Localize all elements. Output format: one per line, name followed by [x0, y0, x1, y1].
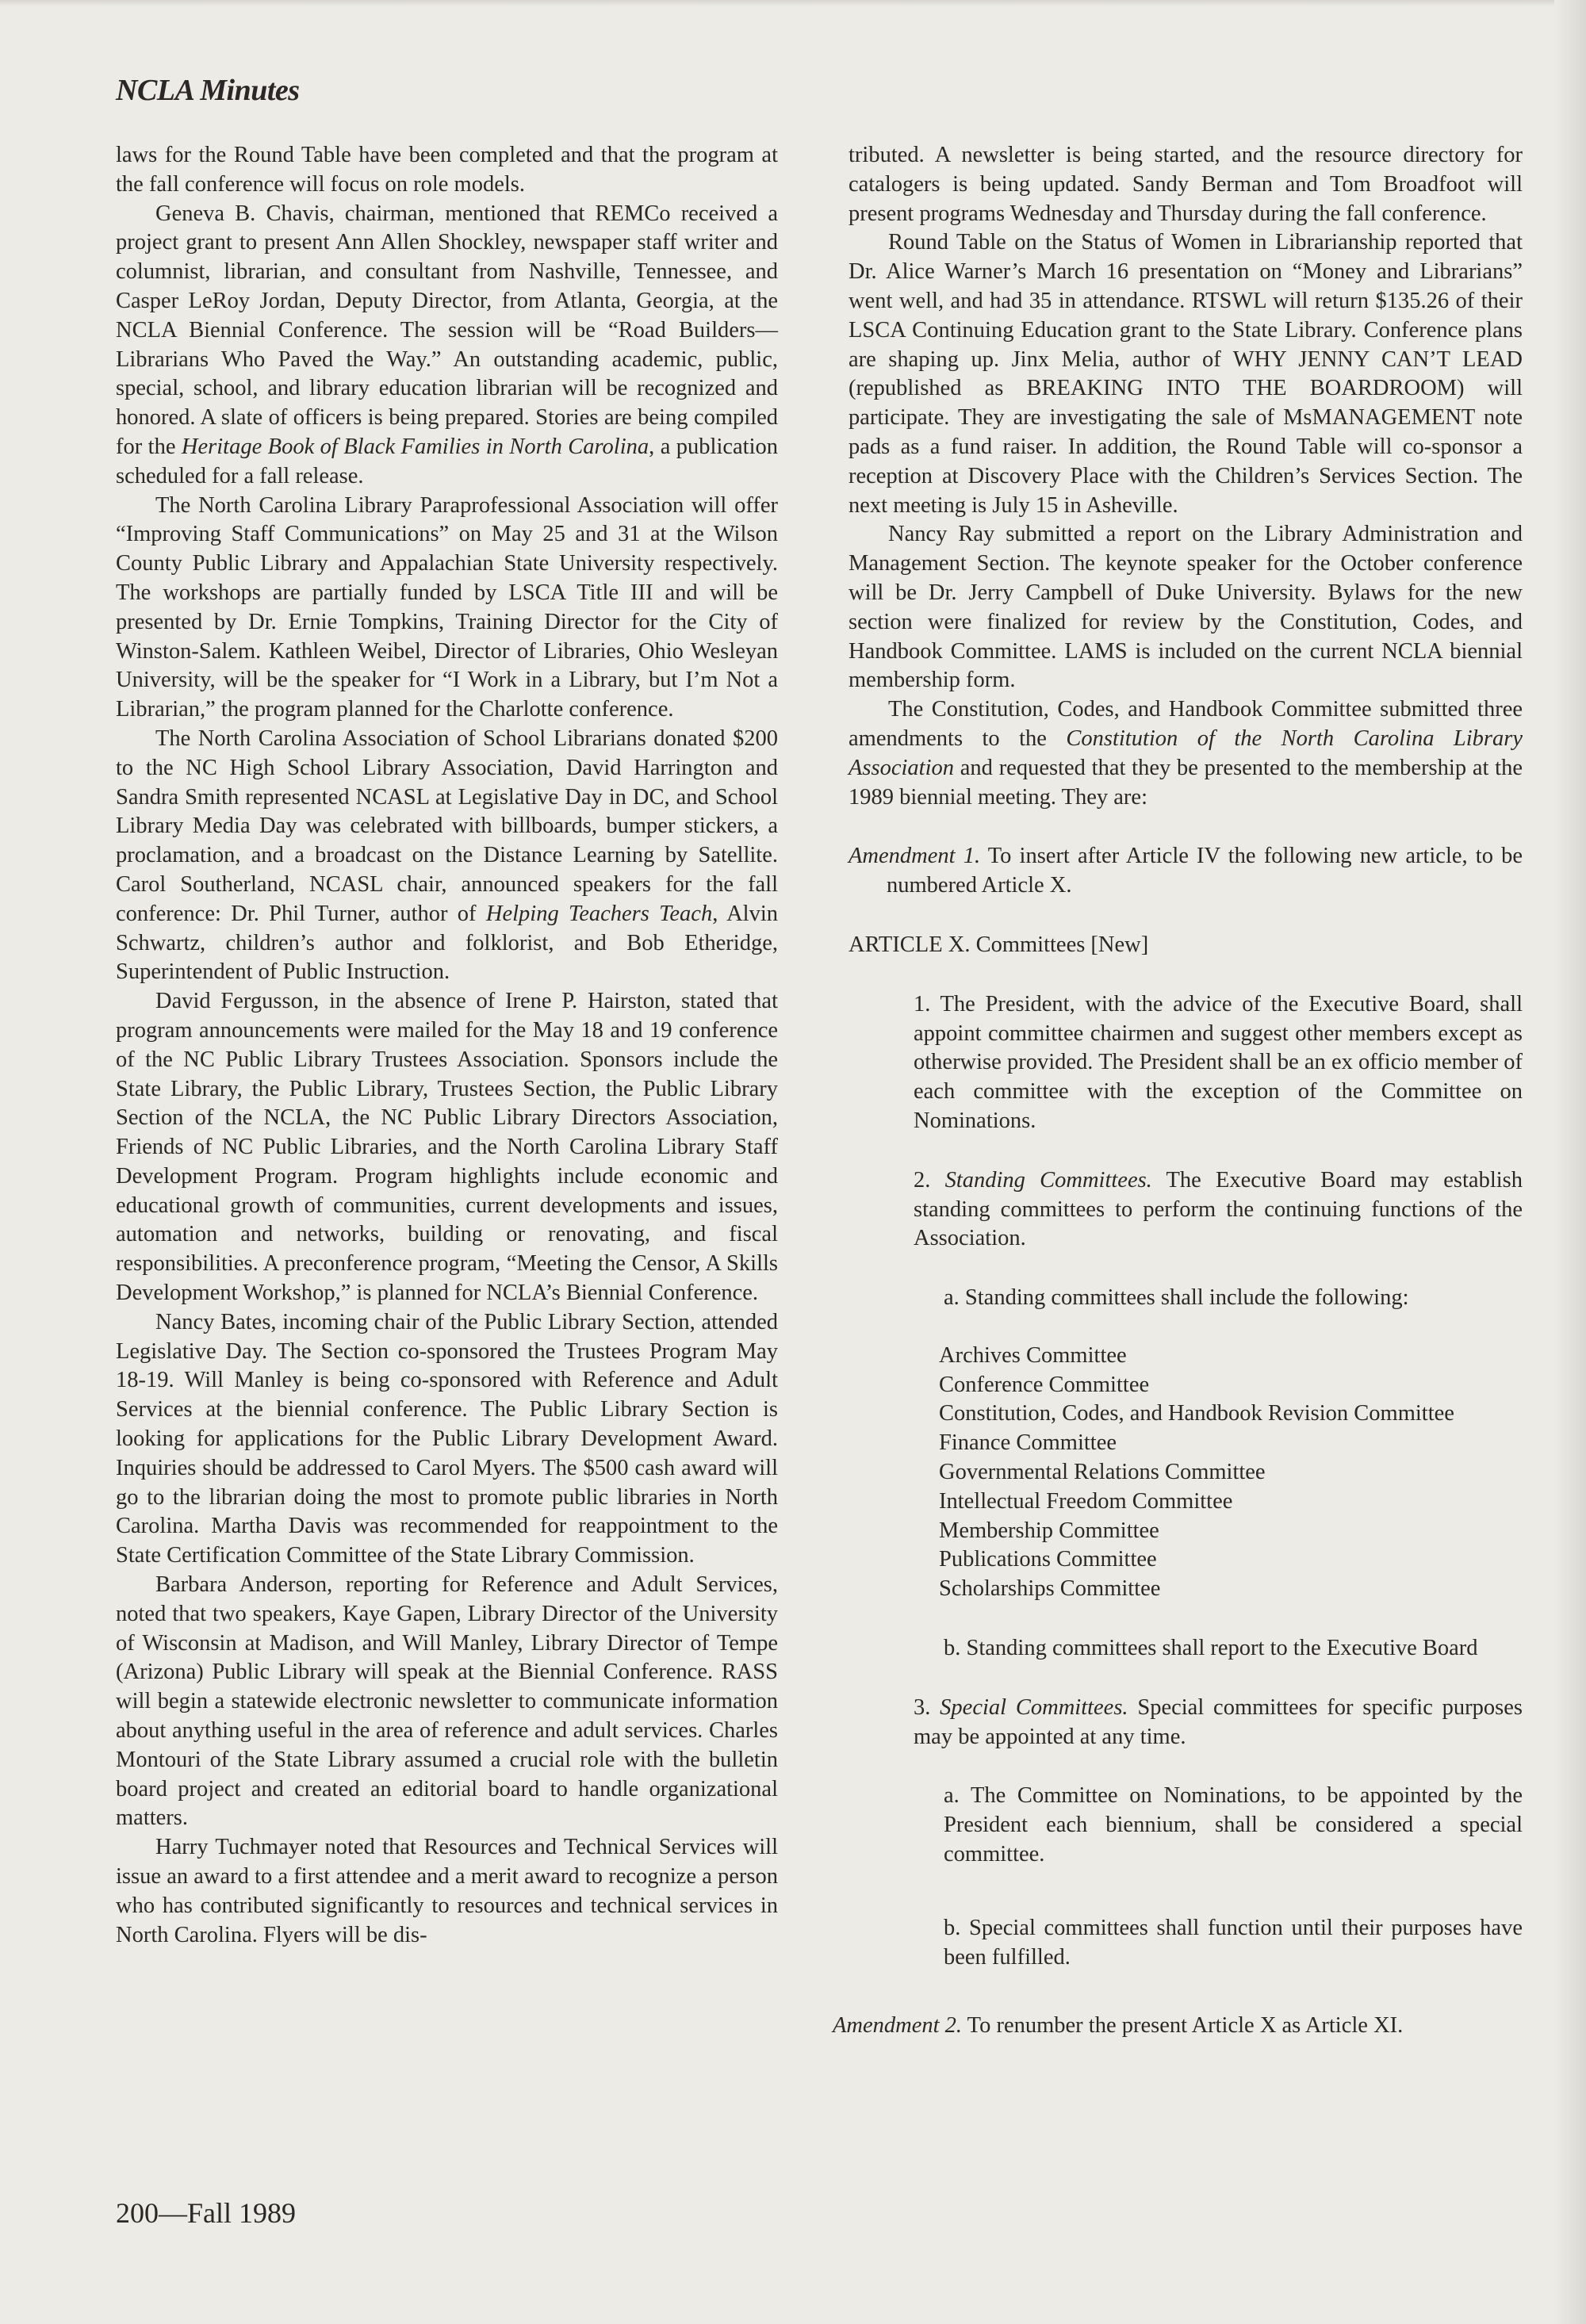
- item-label: Standing Committees.: [944, 1167, 1152, 1193]
- list-item: Constitution, Codes, and Handbook Revision Committee: [939, 1401, 1454, 1426]
- paragraph: Nancy Bates, incoming chair of the Public Library Section, attended Legislative Day. The Section co-sponsored the Trustees Program May 18-19. Will Manley is being co-sponsored with Reference and Adult Services at the biennial conference. The Public Library Section is looking for applications for the Public Library Development Award. Inquiries should be addressed to Carol Myers. The $500 cash award will go to the librarian doing the most to promote public libraries in North Carolina. Martha Davis was recommended for reappointment to the State Certification Committee of the State Library Commission.: [116, 1309, 778, 1568]
- paragraph: [116, 200, 778, 492]
- page-footer: 200—Fall 1989: [116, 2197, 297, 2229]
- text-run: 3.: [914, 1694, 940, 1720]
- list-item: Archives Committee: [939, 1342, 1127, 1368]
- paragraph: Harry Tuchmayer noted that Resources and Technical Services will issue an award to a first attendee and a merit award to recognize a person who has contributed significantly to resources and technical services in North Carolina. Flyers will be dis-: [116, 1835, 778, 1947]
- article-item-2a: a. Standing committees shall include the following:: [944, 1285, 1409, 1311]
- amendment-2: [833, 2012, 1523, 2041]
- paragraph: Round Table on the Status of Women in Librarianship reported that Dr. Alice Warner’s March 16 presentation on “Money and Librarians” went well, and had 35 in attendance. RTSWL will return $135.26 of their LSCA Continuing Education grant to the State Library. Conference plans are shaping up. Jinx Melia, author of WHY JENNY CAN’T LEAD (republished as BREAKING INTO THE BOARDROOM) will participate. They are investigating the sale of MsMANAGEMENT note pads as a fund raiser. In addition, the Round Table will co-sponsor a reception at Discovery Place with the Children’s Services Section. The next meeting is July 15 in Asheville.: [849, 230, 1523, 518]
- paragraph: tributed. A newsletter is being started, and the resource directory for catalogers is being updated. Sandy Berman and Tom Broadfoot will present programs Wednesday and Thursday during the fall conference.: [849, 143, 1523, 226]
- left-column: [116, 141, 778, 1950]
- committee-list: [849, 1342, 1523, 1604]
- text-run: The North Carolina Association of School Librarians donated $200 to the NC High School Library Association, David Harrington and Sandra Smith represented NCASL at Legislative Day in DC, and School Library Media Day was celebrated with billboards, bumper stickers, a proclamation, and a broadcast on the Distance Learning by Satellite. Carol Southerland, NCASL chair, announced speakers for the fall conference: Dr. Phil Turner, author of: [116, 726, 778, 926]
- page-top-edge: [0, 0, 1586, 6]
- text-run: 2.: [914, 1167, 945, 1193]
- text-run: Geneva B. Chavis, chairman, mentioned that REMCo received a project grant to present Ann Allen Shockley, newspaper staff writer and columnist, librarian, and consultant from Nashville, Tennessee, and Casper LeRoy Jordan, Deputy Director, from Atlanta, Georgia, at the NCLA Biennial Conference. The session will be “Road Builders—Librarians Who Paved the Way.” An outstanding academic, public, special, school, and library education librarian will be recognized and honored. A slate of officers is being prepared. Stories are being compiled for the: [116, 201, 778, 459]
- article-item-3b: b. Special committees shall function until their purposes have been fulfilled.: [944, 1915, 1523, 1970]
- paragraph: Nancy Ray submitted a report on the Library Administration and Management Section. The keynote speaker for the October conference will be Dr. Jerry Campbell of Duke University. Bylaws for the new section were finalized for review by the Constitution, Codes, and Handbook Committee. LAMS is included on the current NCLA biennial membership form.: [849, 522, 1523, 693]
- book-title: Helping Teachers Teach: [485, 901, 713, 926]
- book-title: Heritage Book of Black Families in North Carolina: [181, 434, 649, 459]
- text-run: Special committees for specific purposes may be appointed at any time.: [914, 1694, 1523, 1749]
- text-run: To renumber the present Article X as Article XI.: [962, 2013, 1404, 2039]
- list-item: Membership Committee: [939, 1518, 1159, 1543]
- list-item: Publications Committee: [939, 1547, 1157, 1572]
- amendment-label: Amendment 2.: [833, 2013, 963, 2039]
- paragraph: [116, 725, 778, 987]
- amendment-label: Amendment 1.: [849, 844, 981, 869]
- paragraph: David Fergusson, in the absence of Irene P. Hairston, stated that program announcements were mailed for the May 18 and 19 conference of the NC Public Library Trustees Association. Sponsors include the State Library, the Public Library, Trustees Section, the Public Library Section of the NCLA, the NC Public Library Directors Association, Friends of NC Public Libraries, and the North Carolina Library Staff Development Program. Program highlights include economic and educational growth of communities, current developments and issues, automation and networks, building or renovating, and fiscal responsibilities. A preconference program, “Meeting the Censor, A Skills Development Workshop,” is planned for NCLA’s Biennial Conference.: [116, 989, 778, 1306]
- document-title: Constitution of the North Carolina Library Association: [849, 726, 1523, 780]
- list-item: Intellectual Freedom Committee: [939, 1488, 1233, 1514]
- paragraph: [849, 695, 1523, 812]
- list-item: Governmental Relations Committee: [939, 1460, 1266, 1485]
- article-item-3a: a. The Committee on Nominations, to be appointed by the President each biennium, shall be considered a special committee.: [944, 1783, 1523, 1867]
- amendment-1: [849, 842, 1523, 901]
- list-item: Scholarships Committee: [939, 1576, 1161, 1602]
- paragraph: laws for the Round Table have been completed and that the program at the fall conference will focus on role models.: [116, 143, 778, 197]
- text-run: , Alvin Schwartz, children’s author and folklorist, and Bob Etheridge, Superintendent of Public Instruction.: [116, 901, 778, 985]
- text-run: and requested that they be presented to the membership at the 1989 biennial meeting. They are:: [849, 755, 1523, 810]
- article-item-2b: b. Standing committees shall report to the Executive Board: [944, 1636, 1478, 1661]
- text-run: , a publication scheduled for a fall release.: [116, 434, 778, 488]
- text-run: The Executive Board may establish standing committees to perform the continuing functions of the Association.: [914, 1167, 1523, 1251]
- list-item: Conference Committee: [939, 1372, 1150, 1397]
- article-item-3: [849, 1694, 1523, 1752]
- item-label: Special Committees.: [940, 1694, 1128, 1720]
- right-column: [833, 141, 1523, 2041]
- list-item: Finance Committee: [939, 1430, 1117, 1456]
- article-item-1: 1. The President, with the advice of the Executive Board, shall appoint committee chairmen and suggest other members except as otherwise provided. The President shall be an ex officio member of each committee with the exception of the Committee on Nominations.: [914, 991, 1523, 1133]
- page-binding-shadow: [1554, 0, 1586, 2324]
- paragraph: Barbara Anderson, reporting for Reference and Adult Services, noted that two speakers, Kaye Gapen, Library Director of the University of Wisconsin at Madison, and Will Manley, Library Director of Tempe (Arizona) Public Library will speak at the Biennial Conference. RASS will begin a statewide electronic newsletter to communicate information about anything useful in the area of reference and adult services. Charles Montouri of the State Library assumed a crucial role with the bulletin board project and created an editorial board to handle organizational matters.: [116, 1572, 778, 1831]
- paragraph: The North Carolina Library Paraprofessional Association will offer “Improving Staff Communications” on May 25 and 31 at the Wilson County Public Library and Appalachian State University respectively. The workshops are partially funded by LSCA Title III and will be presented by Dr. Ernie Tompkins, Training Director for the City of Winston-Salem. Kathleen Weibel, Director of Libraries, Ohio Wesleyan University, will be the speaker for “I Work in a Library, but I’m Not a Librarian,” the program planned for the Charlotte conference.: [116, 492, 778, 722]
- text-run: To insert after Article IV the following new article, to be numbered Article X.: [887, 844, 1523, 898]
- running-header: NCLA Minutes: [116, 74, 300, 107]
- article-item-2: [849, 1166, 1523, 1254]
- article-heading: ARTICLE X. Committees [New]: [849, 932, 1149, 957]
- text-run: The Constitution, Codes, and Handbook Committee submitted three amendments to the: [849, 697, 1523, 751]
